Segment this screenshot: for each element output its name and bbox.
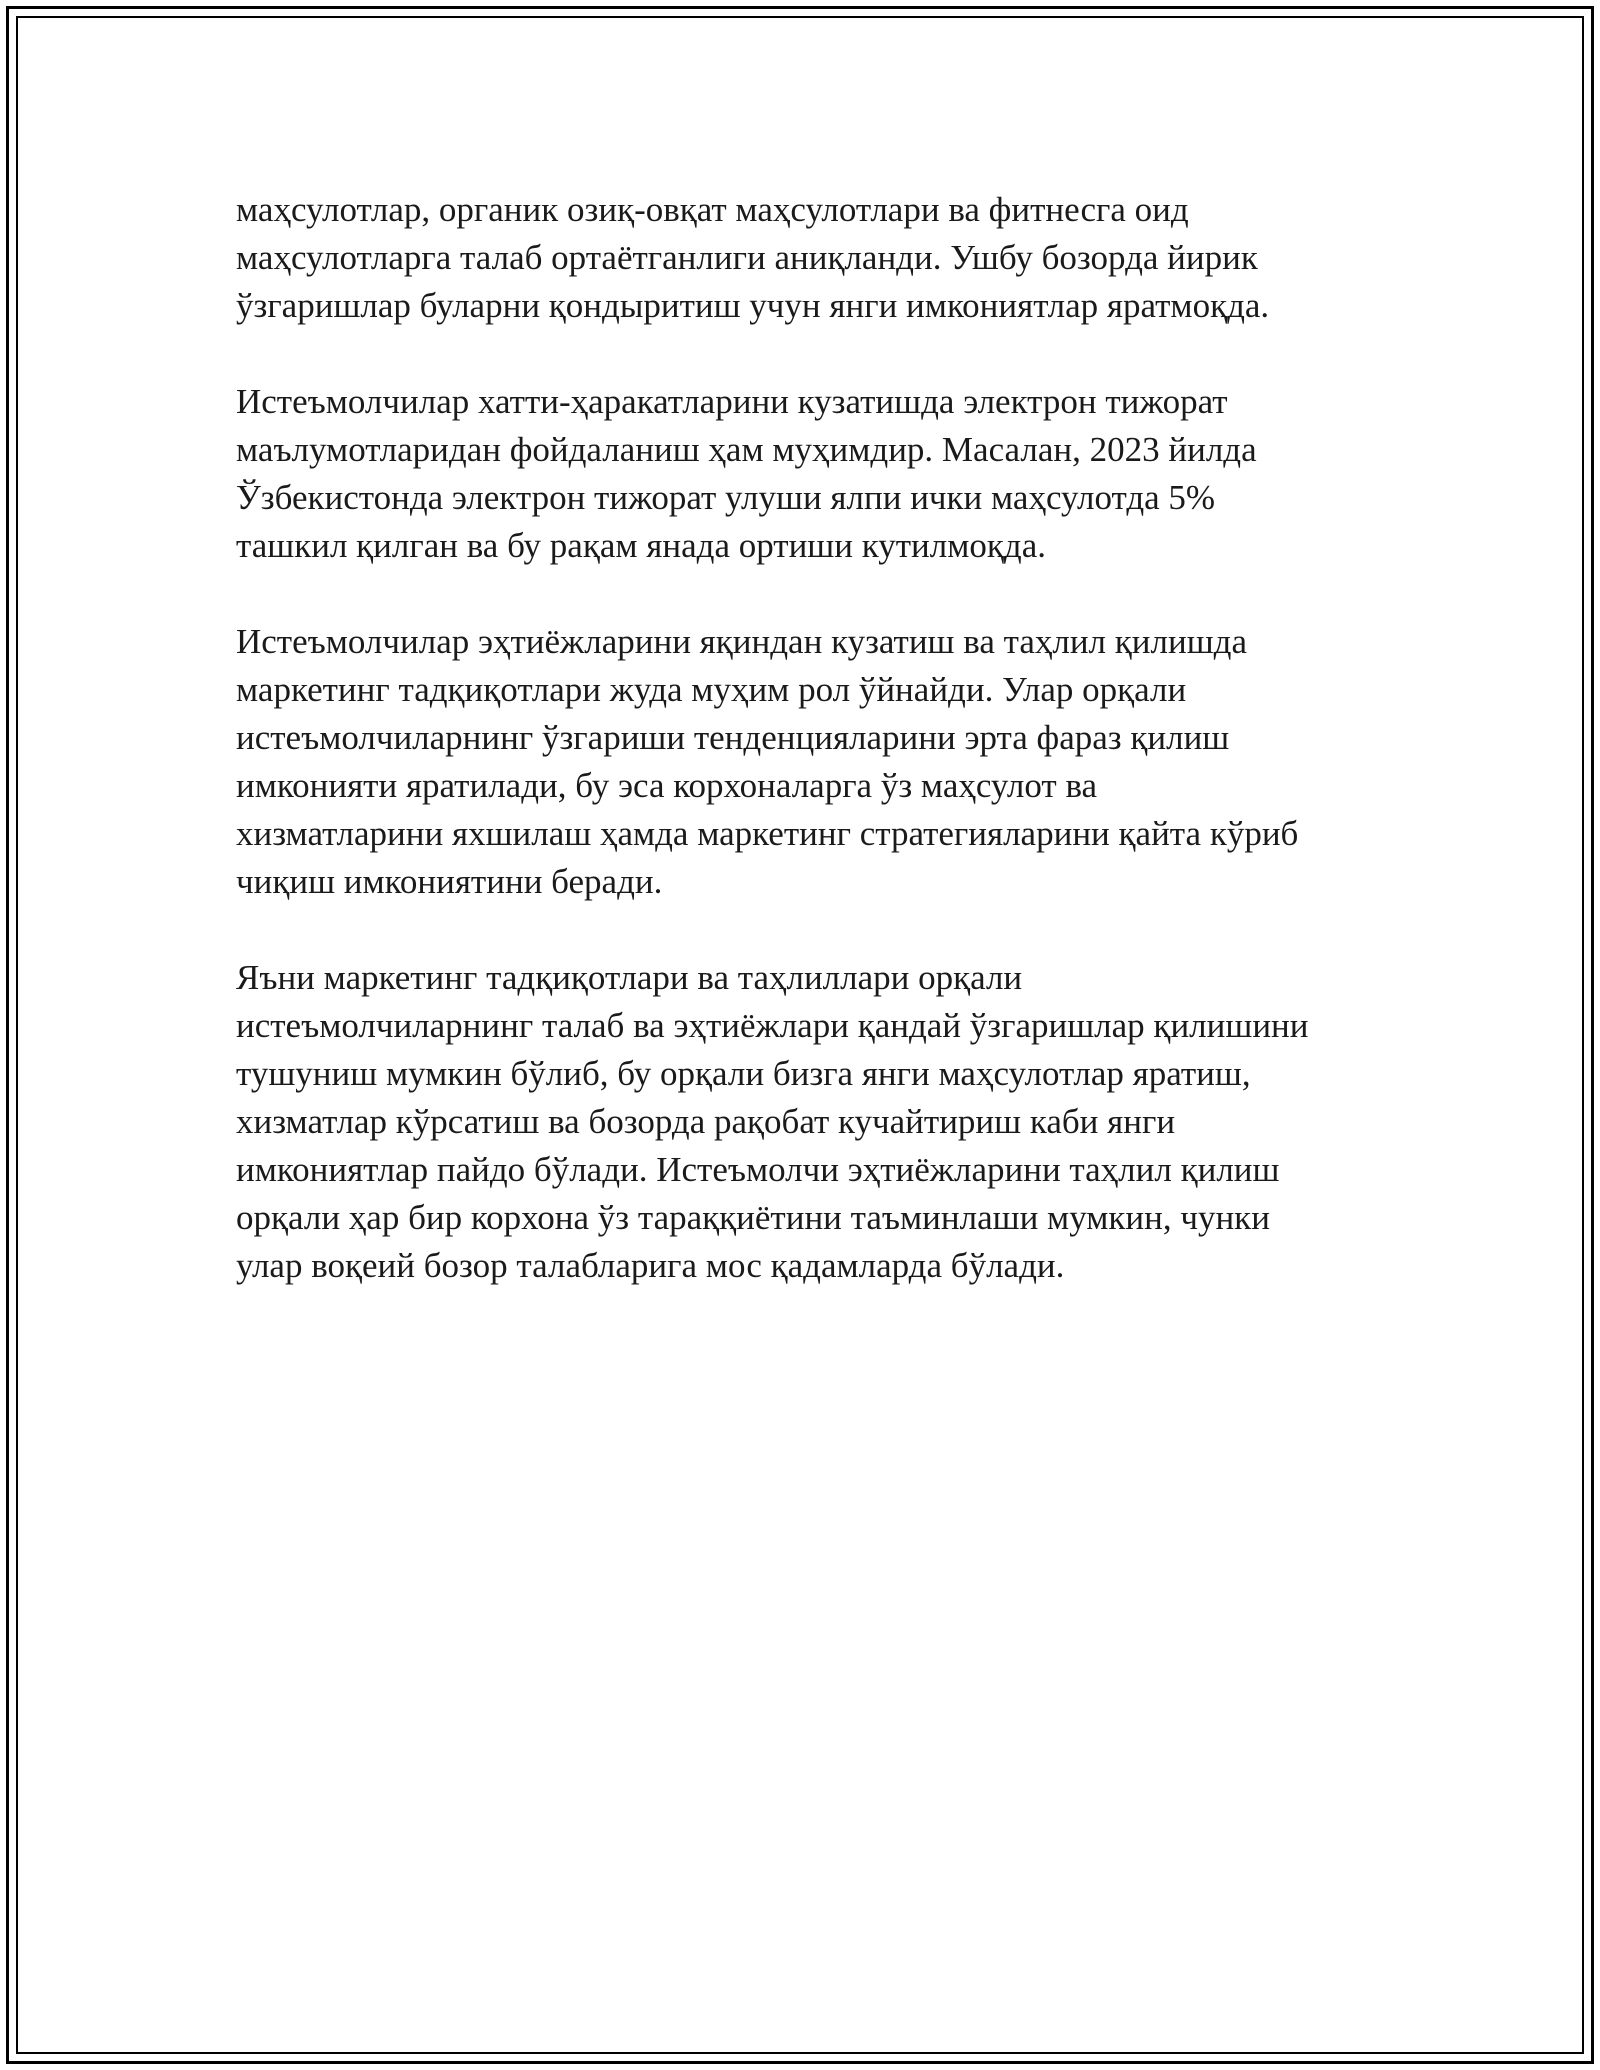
text-line: Истеъмолчилар хатти-ҳаракатларини кузатишда электрон тижорат <box>236 382 1228 421</box>
text-line: ўзгаришлар буларни қондыритиш учун янги имкониятлар яратмоқда. <box>236 286 1270 325</box>
text-line: чиқиш имкониятини беради. <box>236 862 663 901</box>
text-line: маҳсулотларга талаб ортаётганлиги аниқланди. Ушбу бозорда йирик <box>236 238 1258 277</box>
text-line: улар воқеий бозор талабларига мос қадамларда бўлади. <box>236 1246 1065 1285</box>
text-line: Ўзбекистонда электрон тижорат улуши ялпи ички маҳсулотда 5% <box>236 478 1216 517</box>
document-body <box>236 186 1396 1338</box>
text-line: Яъни маркетинг тадқиқотлари ва таҳлиллари орқали <box>236 958 1023 997</box>
text-line: истеъмолчиларнинг ўзгариши тенденцияларини эрта фараз қилиш <box>236 718 1230 757</box>
paragraph-3 <box>236 618 1396 906</box>
text-line: маълумотларидан фойдаланиш ҳам муҳимдир. Масалан, 2023 йилда <box>236 430 1257 469</box>
text-line: имкониятлар пайдо бўлади. Истеъмолчи эҳтиёжларини таҳлил қилиш <box>236 1150 1280 1189</box>
text-line: хизматларини яхшилаш ҳамда маркетинг стратегияларини қайта кўриб <box>236 814 1299 853</box>
text-line: тушуниш мумкин бўлиб, бу орқали бизга янги маҳсулотлар яратиш, <box>236 1054 1251 1093</box>
paragraph-4 <box>236 954 1396 1290</box>
text-line: хизматлар кўрсатиш ва бозорда рақобат кучайтириш каби янги <box>236 1102 1176 1141</box>
text-line: орқали ҳар бир корхона ўз тараққиётини таъминлаши мумкин, чунки <box>236 1198 1270 1237</box>
paragraph-1 <box>236 186 1396 330</box>
text-line: имконияти яратилади, бу эса корхоналарга ўз маҳсулот ва <box>236 766 1098 805</box>
text-line: Истеъмолчилар эҳтиёжларини яқиндан кузатиш ва таҳлил қилишда <box>236 622 1248 661</box>
paragraph-2 <box>236 378 1396 570</box>
text-line: маҳсулотлар, органик озиқ-овқат маҳсулотлари ва фитнесга оид <box>236 190 1189 229</box>
text-line: истеъмолчиларнинг талаб ва эҳтиёжлари қандай ўзгаришлар қилишини <box>236 1006 1309 1045</box>
text-line: ташкил қилган ва бу рақам янада ортиши кутилмоқда. <box>236 526 1046 565</box>
text-line: маркетинг тадқиқотлари жуда муҳим рол ўйнайди. Улар орқали <box>236 670 1187 709</box>
